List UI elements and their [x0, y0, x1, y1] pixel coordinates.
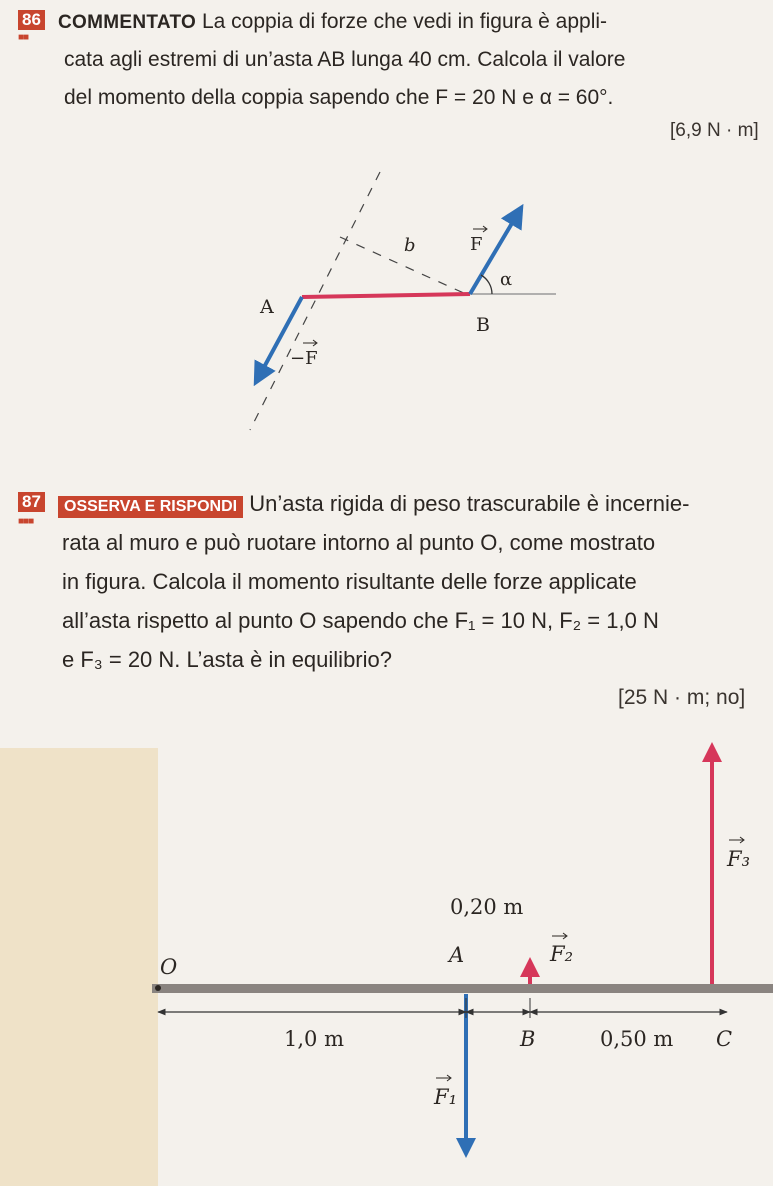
vector-hat-minus-f [303, 340, 317, 346]
label-a: A [449, 943, 465, 967]
label-dist-oa: 1,0 m [284, 1027, 344, 1051]
label-f3: F₃ [727, 847, 750, 871]
exercise-number: 86 [18, 10, 45, 30]
exercise-text: La coppia di forze che vedi in figura è appli- [201, 10, 608, 33]
label-o: O [160, 955, 178, 979]
answer: [25 N · m; no] [618, 686, 746, 709]
exercise-tag: OSSERVA E RISPONDI [58, 496, 243, 518]
label-b-point: B [476, 314, 490, 336]
exercise-text-line: in figura. Calcola il momento risultante delle forze applicate [62, 569, 637, 594]
exercise-tag: COMMENTATO [58, 12, 197, 33]
label-f: F [470, 234, 483, 255]
difficulty-squares: ■■ [18, 32, 29, 43]
exercise-text: Un’asta rigida di peso trascurabile è incernie- [249, 491, 690, 516]
vector-hat-f3 [729, 837, 744, 843]
rod [152, 984, 773, 993]
label-a: A [260, 296, 274, 318]
label-dist-bc: 0,50 m [600, 1027, 674, 1051]
rod-ab [302, 294, 470, 297]
exercise-text-line: all’asta rispetto al punto O sapendo che F₁ = 10 N, F₂ = 1,0 N [62, 608, 659, 633]
label-f2: F₂ [550, 942, 573, 966]
exercise-number: 87 [18, 492, 45, 512]
label-alpha: α [500, 269, 513, 290]
label-b: b [404, 235, 416, 256]
hinge-o [155, 985, 161, 991]
exercise-text-line: cata agli estremi di un’asta AB lunga 40 cm. Calcola il valore [64, 48, 626, 71]
vector-hat-f [473, 226, 487, 232]
exercise-text-line [58, 491, 689, 518]
exercise-text-line: del momento della coppia sapendo che F = 20 N e α = 60°. [64, 86, 614, 109]
label-c: C [716, 1027, 733, 1051]
angle-arc [481, 275, 492, 294]
label-b: B [520, 1027, 536, 1051]
couple-figure [0, 150, 773, 450]
exercise-text-line: rata al muro e può ruotare intorno al punto O, come mostrato [62, 530, 656, 555]
wall [0, 748, 158, 1186]
rod-figure [0, 736, 773, 1186]
label-dist-ab: 0,20 m [450, 895, 524, 919]
difficulty-squares: ■■■ [18, 516, 34, 527]
vector-hat-f1 [436, 1075, 451, 1081]
exercise-text-line: e F₃ = 20 N. L’asta è in equilibrio? [62, 647, 392, 672]
answer: [6,9 N · m] [670, 120, 759, 141]
label-f1: F₁ [434, 1085, 457, 1109]
exercise-text-line [58, 10, 607, 34]
vector-hat-f2 [552, 933, 567, 939]
label-minus-f: −F [290, 348, 318, 369]
